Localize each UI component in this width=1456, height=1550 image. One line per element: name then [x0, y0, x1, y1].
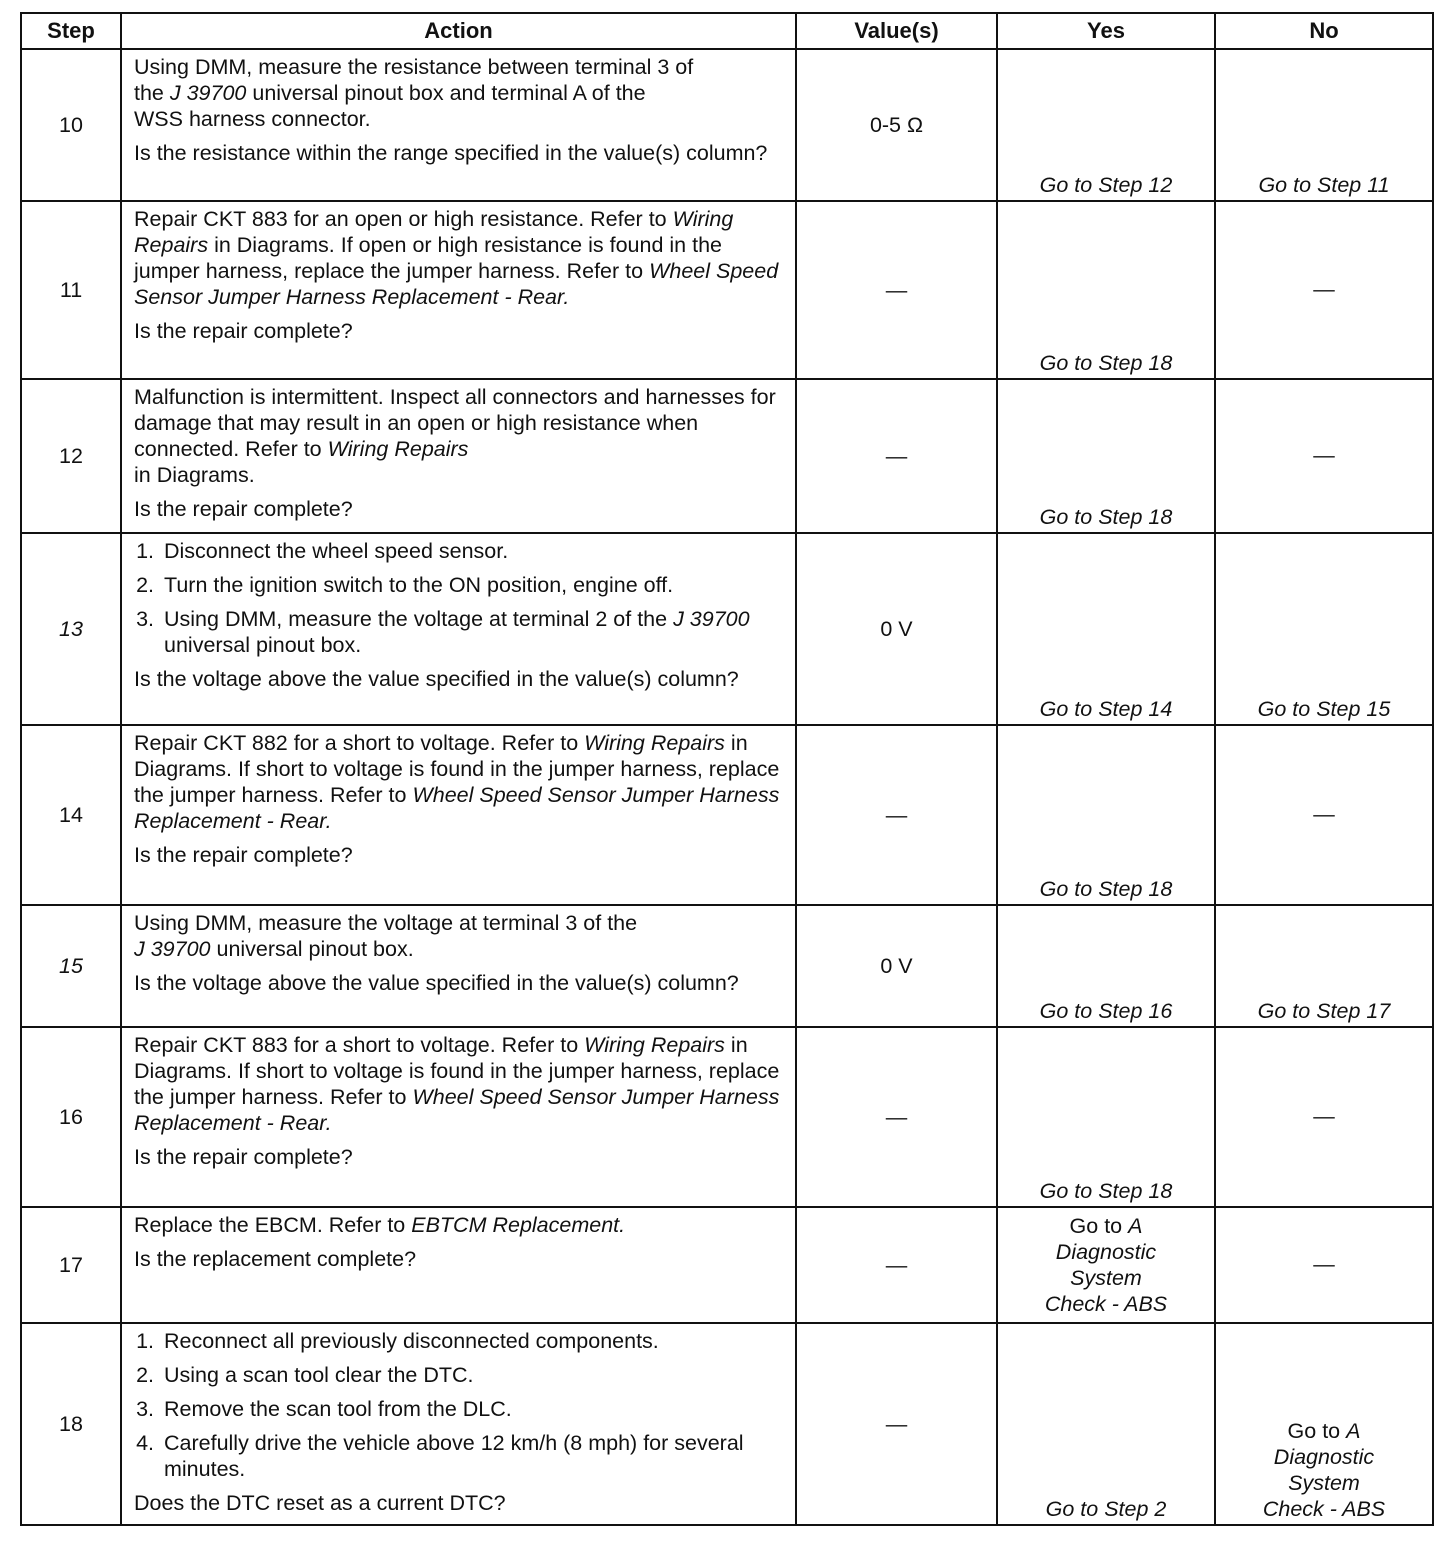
action-line: in Diagrams.	[134, 463, 255, 487]
reference-link: EBTCM Replacement.	[411, 1213, 626, 1237]
action-line: universal pinout box.	[210, 937, 414, 961]
goto-reference: A Diagnostic System Check - ABS	[1262, 1419, 1386, 1521]
tool-reference: J 39700	[134, 937, 211, 961]
reference-link: Wheel Speed Sensor Jumper Harness Replacement - Rear.	[134, 1085, 780, 1135]
action-cell	[121, 905, 796, 1027]
procedure-step	[160, 606, 785, 658]
reference-link: Wiring Repairs	[134, 207, 734, 257]
table-row	[21, 201, 1433, 379]
yes-cell: Go to Step 16	[997, 905, 1215, 1027]
action-line: universal pinout box and terminal A of the	[246, 81, 646, 105]
reference-link: Wiring Repairs	[584, 1033, 725, 1057]
action-line: Malfunction is intermittent. Inspect all connectors and harnesses for damage that may result in an open or high resistance when connected. Refer to	[134, 385, 776, 461]
header-no: No	[1215, 13, 1433, 49]
action-line: Repair CKT 883 for an open or high resistance. Refer to	[134, 207, 673, 231]
yes-cell: Go to Step 18	[997, 725, 1215, 905]
reference-link: Wheel Speed Sensor Jumper Harness Replacement - Rear.	[134, 783, 780, 833]
yes-cell: Go to Step 18	[997, 379, 1215, 533]
action-text	[134, 206, 785, 310]
action-cell	[121, 1323, 796, 1525]
table-row	[21, 379, 1433, 533]
reference-link: Wiring Repairs	[327, 437, 469, 461]
action-line: the	[134, 81, 170, 105]
action-line: Using DMM, measure the voltage at terminal 3 of the	[134, 911, 638, 935]
action-text	[134, 1032, 785, 1136]
action-cell	[121, 201, 796, 379]
action-question: Is the resistance within the range specified in the value(s) column?	[134, 141, 768, 165]
action-question: Is the voltage above the value specified in the value(s) column?	[134, 971, 739, 995]
action-question: Is the repair complete?	[134, 1145, 353, 1169]
step-number: 16	[21, 1027, 121, 1207]
action-question: Is the repair complete?	[134, 319, 353, 343]
action-text	[134, 384, 785, 488]
action-line: Using DMM, measure the voltage at terminal 2 of the	[164, 607, 674, 631]
action-line: in Diagrams. If open or high resistance is found in the jumper harness, replace the jumper harness. Refer to	[134, 233, 722, 283]
action-line: Repair CKT 883 for a short to voltage. Refer to	[134, 1033, 585, 1057]
value-cell: 0 V	[796, 533, 997, 725]
table-row	[21, 533, 1433, 725]
goto-label: Go to	[1069, 1214, 1129, 1238]
table-row	[21, 725, 1433, 905]
step-number: 12	[21, 379, 121, 533]
procedure-step: 4. Carefully drive the vehicle above 12 km/h (8 mph) for several minutes.	[160, 1430, 785, 1482]
procedure-step: 3. Remove the scan tool from the DLC.	[160, 1396, 785, 1422]
action-cell	[121, 1207, 796, 1323]
value-cell: 0-5 Ω	[796, 49, 997, 201]
goto-label: Go to	[1287, 1419, 1347, 1443]
action-line: WSS harness connector.	[134, 107, 371, 131]
table-row	[21, 49, 1433, 201]
action-question: Is the repair complete?	[134, 843, 353, 867]
action-line: in Diagrams. If short to voltage is found in the jumper harness, replace the jumper harness. Refer to	[134, 1033, 780, 1109]
procedure-list	[134, 1328, 785, 1482]
action-question: Does the DTC reset as a current DTC?	[134, 1491, 506, 1515]
procedure-step: 2. Turn the ignition switch to the ON position, engine off.	[160, 572, 785, 598]
action-cell	[121, 725, 796, 905]
action-text	[134, 910, 785, 962]
no-cell	[1215, 1323, 1433, 1525]
action-cell	[121, 1027, 796, 1207]
no-cell: —	[1215, 201, 1433, 379]
no-cell: —	[1215, 1207, 1433, 1323]
yes-cell	[997, 1207, 1215, 1323]
table-row	[21, 1207, 1433, 1323]
reference-link: Wiring Repairs	[584, 731, 725, 755]
reference-link: Wheel Speed Sensor Jumper Harness Replacement - Rear.	[134, 259, 779, 309]
yes-cell: Go to Step 12	[997, 49, 1215, 201]
action-line: in Diagrams. If short to voltage is found in the jumper harness, replace the jumper harness. Refer to	[134, 731, 780, 807]
value-cell: —	[796, 379, 997, 533]
action-text	[134, 730, 785, 834]
procedure-step: 2. Using a scan tool clear the DTC.	[160, 1362, 785, 1388]
action-cell	[121, 49, 796, 201]
yes-cell: Go to Step 18	[997, 201, 1215, 379]
table-row	[21, 1323, 1433, 1525]
step-number: 17	[21, 1207, 121, 1323]
diagnostic-table	[20, 12, 1434, 1526]
no-cell: Go to Step 15	[1215, 533, 1433, 725]
table-row	[21, 905, 1433, 1027]
value-cell: 0 V	[796, 905, 997, 1027]
value-cell: —	[796, 725, 997, 905]
value-cell: —	[796, 201, 997, 379]
yes-cell: Go to Step 2	[997, 1323, 1215, 1525]
no-cell: —	[1215, 725, 1433, 905]
procedure-step: 1. Reconnect all previously disconnected components.	[160, 1328, 785, 1354]
yes-cell: Go to Step 18	[997, 1027, 1215, 1207]
action-text	[134, 54, 785, 132]
action-question: Is the voltage above the value specified in the value(s) column?	[134, 667, 739, 691]
procedure-step: 1. Disconnect the wheel speed sensor.	[160, 538, 785, 564]
action-question: Is the replacement complete?	[134, 1247, 417, 1271]
step-number: 13	[21, 533, 121, 725]
header-yes: Yes	[997, 13, 1215, 49]
table-row	[21, 1027, 1433, 1207]
tool-reference: J 39700	[169, 81, 247, 105]
yes-cell: Go to Step 14	[997, 533, 1215, 725]
step-number: 10	[21, 49, 121, 201]
no-cell: —	[1215, 1027, 1433, 1207]
no-cell: —	[1215, 379, 1433, 533]
tool-reference: J 39700	[673, 607, 750, 631]
no-cell: Go to Step 17	[1215, 905, 1433, 1027]
action-text	[134, 1212, 785, 1238]
action-line: universal pinout box.	[164, 633, 362, 657]
step-number: 11	[21, 201, 121, 379]
action-line: Using DMM, measure the resistance between terminal 3 of	[134, 55, 694, 79]
header-row	[21, 13, 1433, 49]
no-cell: Go to Step 11	[1215, 49, 1433, 201]
header-step: Step	[21, 13, 121, 49]
action-question: Is the repair complete?	[134, 497, 353, 521]
action-line: Repair CKT 882 for a short to voltage. Refer to	[134, 731, 585, 755]
step-number: 15	[21, 905, 121, 1027]
action-cell	[121, 533, 796, 725]
step-number: 14	[21, 725, 121, 905]
value-cell: —	[796, 1027, 997, 1207]
value-cell: —	[796, 1323, 997, 1525]
action-line: Replace the EBCM. Refer to	[134, 1213, 412, 1237]
procedure-list	[134, 538, 785, 658]
header-action: Action	[121, 13, 796, 49]
value-cell: —	[796, 1207, 997, 1323]
header-values: Value(s)	[796, 13, 997, 49]
step-number: 18	[21, 1323, 121, 1525]
goto-reference: A Diagnostic System Check - ABS	[1044, 1214, 1168, 1316]
action-cell	[121, 379, 796, 533]
